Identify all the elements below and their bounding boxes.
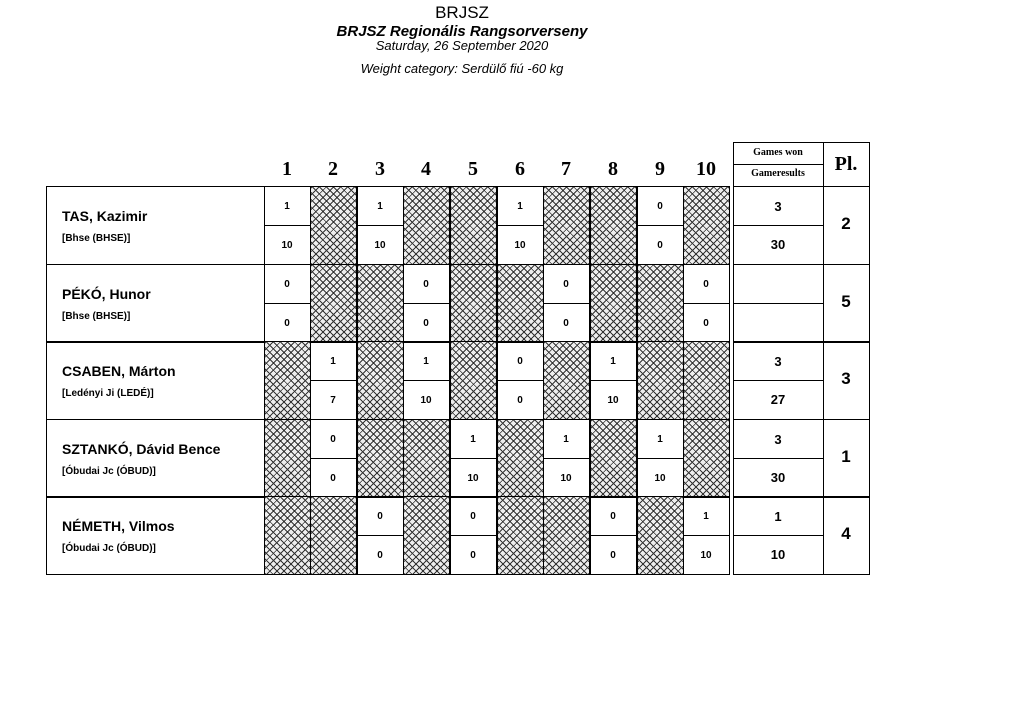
win-value: 1 <box>563 434 569 445</box>
hatched-cell <box>683 419 730 498</box>
cell-divider <box>403 380 449 381</box>
score-value: 10 <box>654 473 666 484</box>
hatched-cell <box>637 496 684 575</box>
tournament-title: BRJSZ Regionális Rangsorverseny <box>336 23 588 40</box>
competitor-cell <box>46 264 265 343</box>
competitor-name: TAS, Kazimir <box>62 208 148 224</box>
competitor-name: NÉMETH, Vilmos <box>62 518 175 534</box>
cell-divider <box>683 303 729 304</box>
hatched-cell <box>450 341 497 420</box>
score-value: 0 <box>377 550 383 561</box>
hatched-cell <box>403 186 450 265</box>
column-number: 5 <box>468 158 478 180</box>
column-number: 9 <box>655 158 665 180</box>
cell-divider <box>543 303 589 304</box>
hatched-cell <box>264 341 311 420</box>
hatched-cell <box>450 186 497 265</box>
hatched-cell <box>310 496 357 575</box>
score-value: 0 <box>470 550 476 561</box>
hatched-cell <box>683 186 730 265</box>
cell-divider <box>637 225 683 226</box>
win-value: 1 <box>470 434 476 445</box>
hatched-cell <box>683 341 730 420</box>
cell-divider <box>733 303 823 304</box>
hatched-cell <box>590 419 637 498</box>
place-label: Pl. <box>834 153 858 175</box>
cell-divider <box>733 458 823 459</box>
competitor-cell <box>46 419 265 498</box>
competitor-name: SZTANKÓ, Dávid Bence <box>62 441 221 457</box>
cell-divider <box>497 225 543 226</box>
hatched-cell <box>543 341 590 420</box>
column-number: 2 <box>328 158 338 180</box>
score-value: 0 <box>517 395 523 406</box>
games-won-value: 1 <box>774 509 782 524</box>
win-value: 1 <box>284 201 290 212</box>
score-value: 0 <box>284 318 290 329</box>
win-value: 0 <box>470 511 476 522</box>
gameresults-label: Gameresults <box>751 168 805 179</box>
win-value: 0 <box>703 279 709 290</box>
score-value: 0 <box>610 550 616 561</box>
hatched-cell <box>590 186 637 265</box>
hatched-cell <box>357 341 404 420</box>
place-value: 3 <box>841 369 851 388</box>
competitor-name: CSABEN, Márton <box>62 363 176 379</box>
score-value: 10 <box>374 240 386 251</box>
hatched-cell <box>450 264 497 343</box>
organization-title: BRJSZ <box>435 3 489 22</box>
cell-divider <box>590 380 636 381</box>
score-value: 10 <box>700 550 712 561</box>
cell-divider <box>357 535 403 536</box>
win-value: 0 <box>284 279 290 290</box>
gameresults-value: 10 <box>770 547 786 562</box>
score-value: 10 <box>560 473 572 484</box>
score-value: 0 <box>423 318 429 329</box>
win-value: 0 <box>610 511 616 522</box>
win-value: 1 <box>703 511 709 522</box>
weight-category: Weight category: Serdülő fiú -60 kg <box>360 61 564 76</box>
cell-divider <box>497 380 543 381</box>
cell-divider <box>450 535 496 536</box>
cell-divider <box>357 225 403 226</box>
score-value: 0 <box>703 318 709 329</box>
gameresults-value: 30 <box>770 470 786 485</box>
hatched-cell <box>543 496 590 575</box>
cell-divider <box>264 303 310 304</box>
competitor-club: [Óbudai Jc (ÓBUD)] <box>62 466 156 477</box>
place-value: 1 <box>841 447 851 466</box>
cell-divider <box>403 303 449 304</box>
competitor-name: PÉKÓ, Hunor <box>62 286 151 302</box>
cell-divider <box>543 458 589 459</box>
hatched-cell <box>310 186 357 265</box>
competitor-cell <box>46 186 265 265</box>
win-value: 1 <box>517 201 523 212</box>
place-value: 4 <box>841 524 851 543</box>
hatched-cell <box>497 496 544 575</box>
hatched-cell <box>497 264 544 343</box>
win-value: 0 <box>377 511 383 522</box>
competitor-club: [Ledényi Ji (LEDÉ)] <box>62 388 154 399</box>
column-number: 6 <box>515 158 525 180</box>
hatched-cell <box>543 186 590 265</box>
column-number: 4 <box>421 158 431 180</box>
score-value: 10 <box>420 395 432 406</box>
score-value: 7 <box>330 395 336 406</box>
score-value: 0 <box>330 473 336 484</box>
hatched-cell <box>403 496 450 575</box>
cell-divider <box>637 458 683 459</box>
competitor-cell <box>46 341 265 420</box>
hatched-cell <box>264 496 311 575</box>
competitor-cell <box>46 496 265 575</box>
cell-divider <box>733 380 823 381</box>
hatched-cell <box>357 264 404 343</box>
cell-divider <box>264 225 310 226</box>
win-value: 0 <box>517 356 523 367</box>
win-value: 1 <box>377 201 383 212</box>
event-date: Saturday, 26 September 2020 <box>375 38 549 53</box>
hatched-cell <box>637 341 684 420</box>
hatched-cell <box>264 419 311 498</box>
score-value: 10 <box>607 395 619 406</box>
header-divider <box>733 164 823 165</box>
competitor-club: [Bhse (BHSE)] <box>62 311 131 322</box>
double-rule <box>729 186 730 575</box>
score-value: 0 <box>563 318 569 329</box>
win-value: 1 <box>657 434 663 445</box>
hatched-cell <box>310 264 357 343</box>
cell-divider <box>733 225 823 226</box>
games-won-value: 3 <box>774 354 782 369</box>
win-value: 1 <box>610 356 616 367</box>
competitor-club: [Óbudai Jc (ÓBUD)] <box>62 543 156 554</box>
cell-divider <box>733 535 823 536</box>
score-value: 10 <box>467 473 479 484</box>
hatched-cell <box>590 264 637 343</box>
cell-divider <box>310 458 356 459</box>
win-value: 0 <box>423 279 429 290</box>
competitor-club: [Bhse (BHSE)] <box>62 233 131 244</box>
games-won-value: 3 <box>774 199 782 214</box>
games-won-label: Games won <box>753 147 803 158</box>
win-value: 1 <box>330 356 336 367</box>
cell-divider <box>590 535 636 536</box>
cell-divider <box>683 535 729 536</box>
cell-divider <box>310 380 356 381</box>
hatched-cell <box>403 419 450 498</box>
column-number: 1 <box>282 158 292 180</box>
win-value: 1 <box>423 356 429 367</box>
hatched-cell <box>637 264 684 343</box>
hatched-cell <box>357 419 404 498</box>
gameresults-value: 30 <box>770 237 786 252</box>
score-value: 10 <box>281 240 293 251</box>
column-number: 8 <box>608 158 618 180</box>
hatched-cell <box>497 419 544 498</box>
place-value: 2 <box>841 214 851 233</box>
win-value: 0 <box>330 434 336 445</box>
score-value: 10 <box>514 240 526 251</box>
column-number: 7 <box>561 158 571 180</box>
place-value: 5 <box>841 292 851 311</box>
win-value: 0 <box>657 201 663 212</box>
column-number: 10 <box>696 158 716 180</box>
cell-divider <box>450 458 496 459</box>
gameresults-value: 27 <box>770 392 786 407</box>
score-value: 0 <box>657 240 663 251</box>
games-won-value: 3 <box>774 432 782 447</box>
column-number: 3 <box>375 158 385 180</box>
win-value: 0 <box>563 279 569 290</box>
